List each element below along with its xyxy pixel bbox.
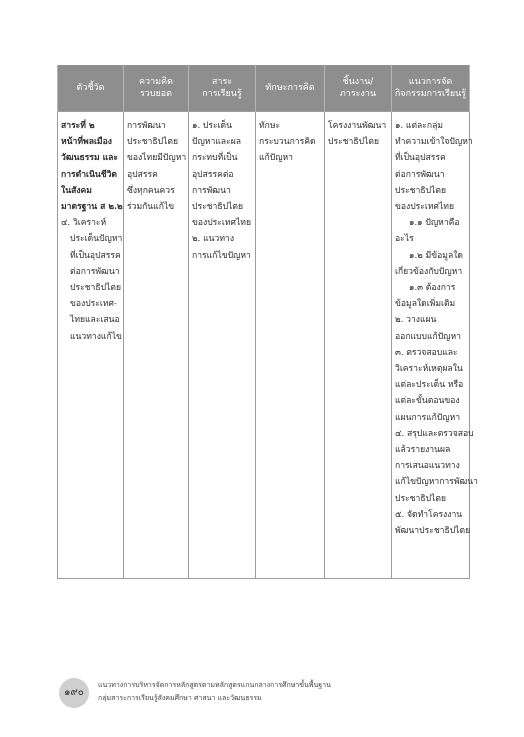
strand-line: การดำเนินชีวิต bbox=[61, 169, 117, 180]
indicator-item-line: ต่อการพัฒนา bbox=[70, 266, 120, 277]
skill-line: กระบวนการคิด bbox=[259, 137, 316, 148]
activity-line: การเสนอแนวทาง bbox=[395, 461, 460, 472]
activity-line: ข้อมูลใดเพิ่มเติม bbox=[395, 299, 456, 310]
footer-caption bbox=[98, 679, 331, 705]
strand-line: มาตรฐาน ส ๒.๒ bbox=[61, 202, 123, 213]
indicator-item-text bbox=[61, 215, 121, 345]
page-number-badge: ๑๙๐ bbox=[59, 678, 89, 708]
activity-line: แต่ละประเด็น หรือ bbox=[395, 380, 464, 391]
concept-line: ซึ่งทุกคนควร bbox=[127, 185, 175, 196]
indicator-item-line: ที่เป็นอุปสรรค bbox=[70, 250, 121, 261]
header-indicator: ตัวชี้วัด bbox=[58, 65, 124, 112]
activity-line: ออกแบบแก้ปัญหา bbox=[395, 331, 461, 342]
content-cell bbox=[189, 112, 256, 579]
indicator-item-line: ๔. วิเคราะห์ bbox=[61, 218, 107, 229]
strand-line: สาระที่ ๒ bbox=[61, 121, 95, 131]
strand-line: ในสังคม bbox=[61, 185, 92, 196]
content-line: ปัญหาและผล bbox=[192, 137, 241, 148]
activity-line: ๕. จัดทำโครงงาน bbox=[395, 509, 463, 520]
activity-line: ๑.๓ ต้องการ bbox=[409, 283, 456, 294]
header-activity: แนวการจัด กิจกรรมการเรียนรู้ bbox=[392, 65, 470, 112]
activity-line: ประชาธิปไตย bbox=[395, 185, 446, 196]
activity-line: แผนการแก้ปัญหา bbox=[395, 412, 461, 423]
concept-line: ประชาธิปไตย bbox=[127, 137, 178, 148]
skill-line: ทักษะ bbox=[259, 121, 281, 131]
activity-line: ๑.๒ มีข้อมูลใด bbox=[409, 250, 463, 261]
activity-line: ๒. วางแผน bbox=[395, 315, 437, 326]
footer-line-2: กลุ่มสาระการเรียนรู้สังคมศึกษา ศาสนา และวัฒนธรรม bbox=[98, 694, 262, 702]
header-content: สาระ การเรียนรู้ bbox=[189, 65, 256, 112]
activity-line: ๓. ตรวจสอบและ bbox=[395, 347, 458, 358]
activity-line: ของประเทศไทย bbox=[395, 202, 454, 213]
content-line: กระทบที่เป็น bbox=[192, 153, 238, 164]
activity-line: แล้วรายงานผล bbox=[395, 445, 451, 456]
content-line: อุปสรรคต่อ bbox=[192, 169, 234, 180]
activity-line: อะไร bbox=[395, 234, 414, 245]
concept-line: อุปสรรค bbox=[127, 169, 158, 180]
task-cell bbox=[325, 112, 392, 579]
header-thinking-skill: ทักษะการคิด bbox=[256, 65, 325, 112]
indicator-item-line: ประชาธิปไตย bbox=[70, 283, 121, 294]
concept-line: ร่วมกันแก้ไข bbox=[127, 202, 175, 213]
curriculum-table bbox=[57, 65, 478, 579]
skill-line: แก้ปัญหา bbox=[259, 153, 294, 164]
strand-line: วัฒนธรรม และ bbox=[61, 153, 119, 164]
indicator-cell bbox=[58, 112, 124, 579]
skill-cell bbox=[256, 112, 325, 579]
strand-text bbox=[61, 118, 121, 215]
activity-line: ทำความเข้าใจปัญหา bbox=[395, 137, 473, 148]
indicator-item-line: ไทยและเสนอ bbox=[70, 315, 120, 326]
activity-line: แก้ไขปัญหาการพัฒนา bbox=[395, 477, 478, 488]
activity-line: ประชาธิปไตย bbox=[395, 493, 446, 504]
content-line: การพัฒนา bbox=[192, 185, 231, 196]
task-line: โครงงานพัฒนา bbox=[328, 121, 387, 131]
activity-line: ๑.๑ ปัญหาคือ bbox=[409, 218, 460, 229]
content-line: การแก้ไขปัญหา bbox=[192, 250, 251, 261]
table-header-row bbox=[58, 65, 470, 112]
activity-line: เกี่ยวข้องกับปัญหา bbox=[395, 266, 463, 277]
activity-cell bbox=[392, 112, 478, 579]
concept-line: การพัฒนา bbox=[127, 121, 166, 131]
indicator-item-line: แนวทางแก้ไข bbox=[70, 331, 122, 342]
activity-line: ที่เป็นอุปสรรค bbox=[395, 153, 446, 164]
activity-line: แต่ละขั้นตอนของ bbox=[395, 396, 460, 407]
activity-line: ต่อการพัฒนา bbox=[395, 169, 445, 180]
content-line: ๑. ประเด็น bbox=[192, 121, 232, 131]
activity-line: วิเคราะห์เหตุผลใน bbox=[395, 364, 463, 375]
header-task: ชิ้นงาน/ ภาระงาน bbox=[325, 65, 392, 112]
header-concept: ความคิด รวบยอด bbox=[124, 65, 189, 112]
content-line: ๒. แนวทาง bbox=[192, 234, 235, 245]
concept-line: ของไทยมีปัญหา bbox=[127, 153, 187, 164]
strand-line: หน้าที่พลเมือง bbox=[61, 137, 112, 148]
indicator-item-line: ของประเทศ- bbox=[70, 299, 117, 310]
table-row bbox=[58, 112, 470, 579]
task-line: ประชาธิปไตย bbox=[328, 137, 379, 148]
content-line: ประชาธิปไตย bbox=[192, 202, 243, 213]
activity-line: พัฒนาประชาธิปไตย bbox=[395, 526, 471, 537]
content-line: ของประเทศไทย bbox=[192, 218, 251, 229]
concept-cell bbox=[124, 112, 189, 579]
activity-line: ๔. สรุปและตรวจสอบ bbox=[395, 428, 474, 439]
activity-line: ๑. แต่ละกลุ่ม bbox=[395, 121, 444, 131]
indicator-item-line: ประเด็นปัญหา bbox=[70, 234, 123, 245]
footer-line-1: แนวทางการบริหารจัดการหลักสูตรตามหลักสูตรแกนกลางการศึกษาขั้นพื้นฐาน bbox=[98, 681, 331, 689]
